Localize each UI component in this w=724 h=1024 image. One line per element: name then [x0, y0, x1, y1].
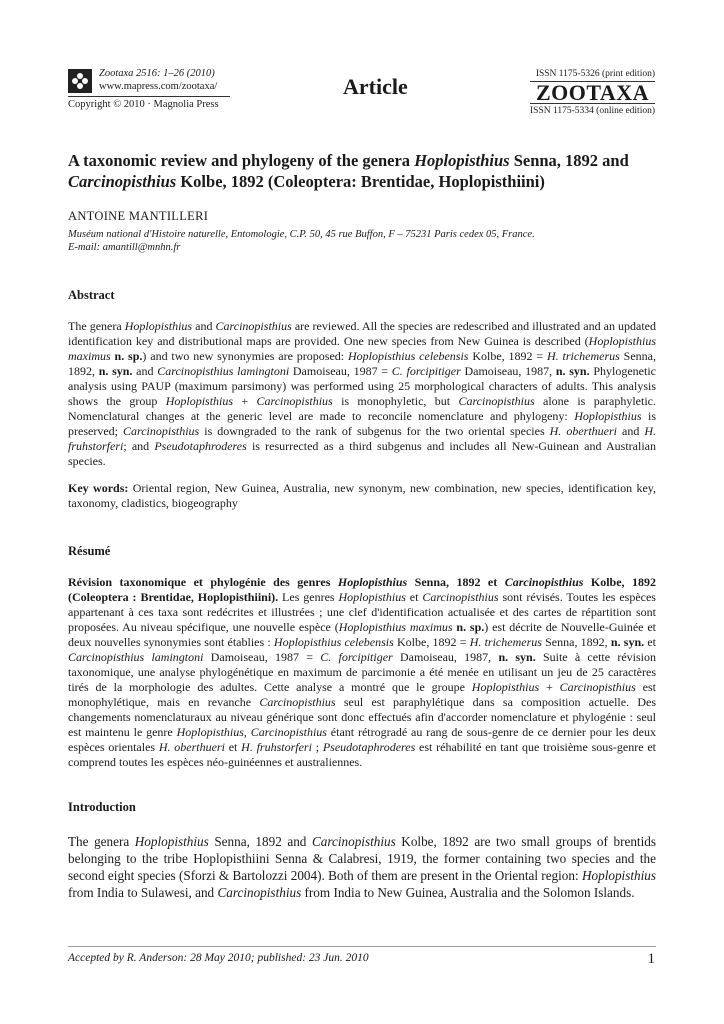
text-segment: n. sp. [110, 349, 143, 363]
text-segment: Hoplopisthius maximus [338, 620, 453, 634]
footer-rule [68, 946, 656, 947]
text-segment: Damoiseau, 1987 = [203, 650, 321, 664]
text-segment: Hoplopisthius [338, 590, 406, 604]
text-segment: is downgraded to the rank of subgenus for the two oriental species [199, 424, 550, 438]
text-segment: Damoiseau, 1987 = [289, 364, 392, 378]
text-segment: Pseudotaphroderes [154, 439, 247, 453]
copyright-notice: Copyright © 2010 · Magnolia Press [68, 99, 219, 110]
text-segment: H. fruhstorferi [68, 424, 657, 453]
text-segment: Hoplopisthius celebensis [347, 349, 469, 363]
text-segment: ) est décrite de Nouvelle-Guinée et deux nouvelles synonymies sont établies : [68, 620, 656, 649]
text-segment: n. syn. [498, 650, 536, 664]
text-segment: Suite à cette révision taxonomique, une analyse phylogénétique en maximum de parcimonie a été menée en utilisant un jeu de 25 caractères tirés de la morphologie des adultes. Cette analyse a montré que le groupe [68, 650, 656, 694]
introduction-heading: Introduction [68, 800, 136, 814]
text-segment: Senna, 1892, [68, 349, 657, 378]
text-segment: n. syn. [610, 635, 645, 649]
resume-text [68, 575, 656, 770]
text-segment: Hoplopisthius [124, 319, 193, 333]
text-segment: from India to New Guinea, Australia and the Solomon Islands. [301, 885, 635, 900]
text-segment: Carcinopisthius [217, 885, 302, 900]
text-segment: Phylogenetic analysis using PAUP (maximum parsimony) was performed using 25 morphological characters of adults. This analysis shows the group [68, 364, 656, 408]
text-segment: ; and [123, 439, 155, 453]
page-number: 1 [647, 951, 655, 967]
text-segment: Carcinopisthius [311, 834, 396, 849]
text-segment: and [132, 364, 158, 378]
text-segment: Révision taxonomique et phylogénie des genres [68, 575, 338, 589]
text-segment: + [539, 680, 560, 694]
text-segment: Senna, 1892 and [208, 834, 312, 849]
text-segment: C. forcipitiger [320, 650, 393, 664]
text-segment: seul est paraphylétique dans sa composition actuelle. Des changements nomenclaturaux au niveau générique sont donc effectués afin d'accorder nomenclature et phylogénie : seul est maintenu le genre [68, 695, 656, 739]
abstract-text [68, 319, 656, 469]
issn-print: ISSN 1175-5326 (print edition) [535, 69, 655, 79]
flower-icon [71, 72, 89, 90]
text-segment: n. sp. [452, 620, 485, 634]
text-segment: est monophylétique, mais en revanche [68, 680, 656, 709]
paper-title: A taxonomic review and phylogeny of the genera Hoplopisthius Senna, 1892 and Carcinopisthius Kolbe, 1892 (Coleoptera: Brentidae, Hoplopisthiini) [68, 151, 629, 191]
acceptance-note: Accepted by R. Anderson: 28 May 2010; published: 23 Jun. 2010 [68, 952, 369, 964]
text-segment: Hoplopisthius [471, 680, 540, 694]
text-segment: + [233, 394, 257, 408]
journal-logo [68, 69, 92, 93]
text-segment: C. forcipitiger [391, 364, 461, 378]
introduction-text [68, 833, 656, 901]
resume-heading: Résumé [68, 544, 111, 558]
text-segment: n. syn. [98, 364, 133, 378]
affiliation-address: Muséum national d'Histoire naturelle, Entomologie, C.P. 50, 45 rue Buffon, F – 75231 Paris cedex 05, France. [68, 229, 535, 240]
article-type-label: Article [343, 74, 408, 99]
author-name: ANTOINE MANTILLERI [68, 209, 209, 223]
text-segment: Senna, 1892 et [407, 575, 505, 589]
text-segment: Hoplopisthius [574, 409, 642, 423]
text-segment: Hoplopisthius maximus [68, 334, 656, 363]
text-segment: , [243, 725, 251, 739]
zootaxa-wordmark: ZOOTAXA [530, 81, 655, 104]
text-segment: H. fruhstorferi [241, 740, 312, 754]
journal-header [68, 67, 217, 93]
text-segment: Les genres [278, 590, 339, 604]
text-segment: Hoplopisthius celebensis [273, 635, 394, 649]
journal-url[interactable]: www.mapress.com/zootaxa/ [99, 81, 218, 92]
text-segment: from India to Sulawesi, and [68, 885, 218, 900]
author-affiliation [68, 228, 535, 254]
text-segment: are reviewed. All the species are redescribed and illustrated and an updated identification key and distributional maps are provided. One new species from New Guinea is described ( [68, 319, 656, 348]
issn-online: ISSN 1175-5334 (online edition) [530, 106, 655, 116]
text-segment: alone is paraphyletic. Nomenclatural changes at the generic level are made to reconcile nomenclature and phylogeny: [68, 394, 656, 423]
text-segment: and [616, 424, 645, 438]
text-segment: Hoplopisthius [337, 575, 408, 589]
text-segment: sont révisés. Toutes les espèces appartenant à ces taxa sont redécrites et illustrées ; une clef d'identification actualisée et des cartes de répartition sont proposées. Au niveau spécifique, une nouvelle espèce ( [68, 590, 656, 634]
text-segment: and [192, 319, 216, 333]
text-segment: Carcinopisthius [256, 394, 333, 408]
text-segment: is resurrected as a third subgenus and includes all New-Guinean and Australian species. [68, 439, 656, 468]
keywords-text: Oriental region, New Guinea, Australia, new synonym, new combination, new species, identification key, taxonomy, cladistics, biogeography [68, 481, 656, 510]
text-segment: Carcinopisthius [259, 695, 336, 709]
header-rule [68, 96, 230, 97]
text-segment: est réhabilité en tant que troisième sous-genre et comprend toutes les espèces néo-guinéennes et australiennes. [68, 740, 656, 769]
text-segment: Carcinopisthius [504, 575, 584, 589]
text-segment: Hoplopisthius [165, 394, 234, 408]
text-segment: et [224, 740, 242, 754]
text-segment: Carcinopisthius lamingtoni [68, 650, 204, 664]
text-segment: ; [311, 740, 323, 754]
text-segment: Carcinopisthius lamingtoni [157, 364, 290, 378]
text-segment: Kolbe, 1892 are two small groups of brentids belonging to the tribe Hoplopisthiini Senna & Calabresi, 1919, the former containing two species and the second eight species (Sforzi & Bartolozzi 2004). Both of them are present in the Oriental region: [68, 834, 656, 883]
text-segment: Senna, 1892, [541, 635, 611, 649]
text-segment: n. syn. [555, 364, 590, 378]
text-segment: is monophyletic, but [332, 394, 459, 408]
text-segment: Hoplopisthius [134, 834, 209, 849]
text-segment: The genera [68, 834, 135, 849]
text-segment: H. oberthueri [549, 424, 617, 438]
text-segment: Damoiseau, 1987, [460, 364, 556, 378]
text-segment: Carcinopisthius [215, 319, 292, 333]
text-segment: H. trichemerus [546, 349, 620, 363]
text-segment: Kolbe, 1892 = [393, 635, 470, 649]
text-segment: Pseudotaphroderes [322, 740, 416, 754]
text-segment: étant rétrogradé au rang de sous-genre de ce dernier pour les deux espèces orientales [68, 725, 657, 754]
text-segment: The genera [68, 319, 125, 333]
text-segment: Kolbe, 1892 = [468, 349, 547, 363]
text-segment: Carcinopisthius [123, 424, 200, 438]
text-segment: H. trichemerus [469, 635, 542, 649]
text-segment: is preserved; [68, 409, 656, 438]
text-segment: Kolbe, 1892 (Coleoptera : Brentidae, Hoplopisthiini). [68, 575, 657, 604]
keywords [68, 481, 656, 511]
text-segment: Carcinopisthius [458, 394, 535, 408]
text-segment: Hoplopisthius [176, 725, 244, 739]
issn-block [530, 68, 655, 117]
text-segment: Damoiseau, 1987, [392, 650, 499, 664]
text-segment: Carcinopisthius [422, 590, 499, 604]
keywords-label: Key words: [68, 481, 129, 495]
text-segment: et [644, 635, 656, 649]
text-segment: Carcinopisthius [559, 680, 636, 694]
text-segment: ) and two new synonymies are proposed: [142, 349, 348, 363]
text-segment: et [405, 590, 423, 604]
text-segment: H. oberthueri [158, 740, 225, 754]
text-segment: Hoplopisthius [581, 868, 656, 883]
author-email[interactable]: E-mail: amantill@mnhn.fr [68, 242, 181, 253]
abstract-heading: Abstract [68, 288, 115, 302]
journal-citation: Zootaxa 2516: 1–26 (2010) [99, 68, 215, 79]
text-segment: Carcinopisthius [250, 725, 327, 739]
